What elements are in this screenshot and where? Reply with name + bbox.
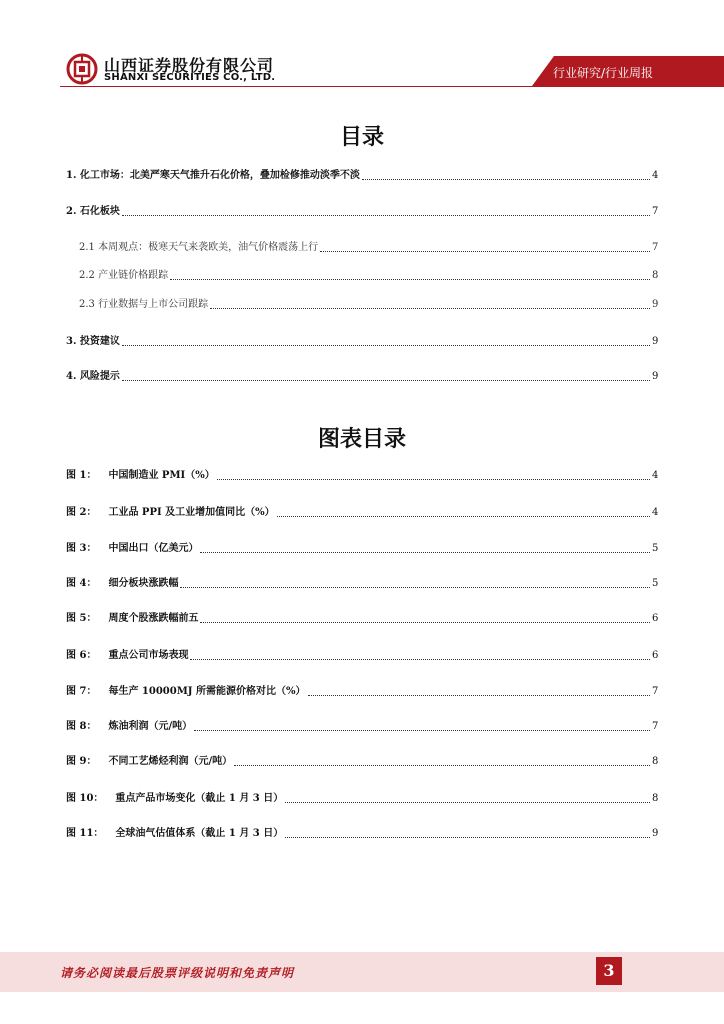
toc-item[interactable]: 1. 化工市场：北美严寒天气推升石化价格，叠加检修推动淡季不淡 4 (66, 170, 659, 181)
figure-item[interactable]: 图 7： 每生产 10000MJ 所需能源价格对比（%） 7 (66, 686, 659, 697)
company-name-cn: 山西证券股份有限公司 (104, 56, 275, 75)
page-header (0, 0, 724, 100)
disclaimer-notice: 请务必阅读最后股票评级说明和免责声明 (60, 966, 295, 980)
figure-item[interactable]: 图 4： 细分板块涨跌幅 5 (66, 578, 659, 589)
figure-item[interactable]: 图 8： 炼油利润（元/吨） 7 (66, 721, 659, 732)
report-category: 行业研究/行业周报 (553, 66, 654, 80)
toc-item[interactable]: 2.3 行业数据与上市公司跟踪 9 (79, 299, 659, 310)
company-name-en: SHANXI SECURITIES CO., LTD. (104, 72, 276, 83)
page-number: 3 (596, 957, 622, 985)
figure-item[interactable]: 图 5： 周度个股涨跌幅前五 6 (66, 613, 659, 624)
figure-item[interactable]: 图 10： 重点产品市场变化（截止 1 月 3 日） 8 (66, 793, 659, 804)
header-divider (60, 86, 724, 87)
figure-item[interactable]: 图 6： 重点公司市场表现 6 (66, 650, 659, 661)
toc-item[interactable]: 2.1 本周观点：极寒天气来袭欧美，油气价格震荡上行 7 (79, 242, 659, 253)
toc-item[interactable]: 2. 石化板块 7 (66, 206, 659, 217)
toc-title: 目录 (339, 125, 384, 150)
figure-item[interactable]: 图 11： 全球油气估值体系（截止 1 月 3 日） 9 (66, 828, 659, 839)
figure-item[interactable]: 图 9： 不同工艺烯烃利润（元/吨） 8 (66, 756, 659, 767)
figures-title: 图表目录 (317, 427, 406, 452)
figure-item[interactable]: 图 3： 中国出口（亿美元） 5 (66, 543, 659, 554)
figure-item[interactable]: 图 1： 中国制造业 PMI（%） 4 (66, 470, 659, 481)
toc-item[interactable]: 2.2 产业链价格跟踪 8 (79, 270, 659, 281)
shanxi-securities-logo-icon (66, 53, 98, 85)
figure-item[interactable]: 图 2： 工业品 PPI 及工业增加值同比（%） 4 (66, 507, 659, 518)
toc-item[interactable]: 3. 投资建议 9 (66, 336, 659, 347)
toc-item[interactable]: 4. 风险提示 9 (66, 371, 659, 382)
